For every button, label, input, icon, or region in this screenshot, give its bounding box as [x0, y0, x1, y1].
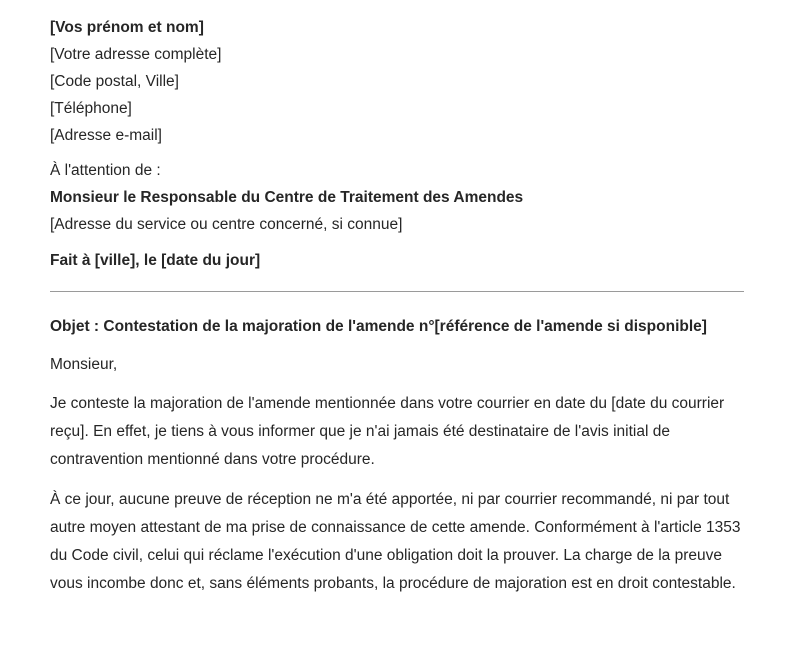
horizontal-divider — [50, 291, 744, 292]
recipient-block — [50, 157, 746, 238]
subject-line: Objet : Contestation de la majoration de l'amende n°[référence de l'amende si disponible] — [50, 318, 707, 335]
body-paragraph-1: Je conteste la majoration de l'amende mentionnée dans votre courrier en date du [date du courrier reçu]. En effet, je tiens à vous informer que je n'ai jamais été destinataire de l'avis initial de contravention mentionné dans votre procédure. — [50, 395, 725, 468]
sender-address: [Votre adresse complète] — [50, 46, 222, 63]
sender-block — [50, 14, 746, 149]
sender-name: [Vos prénom et nom] — [50, 19, 204, 36]
sender-postal-city: [Code postal, Ville] — [50, 73, 179, 90]
date-line: Fait à [ville], le [date du jour] — [50, 252, 261, 269]
recipient-address: [Adresse du service ou centre concerné, si connue] — [50, 216, 403, 233]
recipient-attention: À l'attention de : — [50, 162, 161, 179]
body-paragraph-2: À ce jour, aucune preuve de réception ne m'a été apportée, ni par courrier recommandé, ni par tout autre moyen attestant de ma prise de connaissance de cette amende. Conformément à l'article 1353 du Code civil, celui qui réclame l'exécution d'une obligation doit la prouver. La charge de la preuve vous incombe donc et, sans éléments probants, la procédure de majoration est en droit contestable. — [50, 491, 741, 592]
sender-email: [Adresse e-mail] — [50, 127, 162, 144]
letter-document — [50, 0, 746, 598]
recipient-title: Monsieur le Responsable du Centre de Traitement des Amendes — [50, 189, 524, 206]
salutation: Monsieur, — [50, 356, 118, 373]
sender-phone: [Téléphone] — [50, 100, 132, 117]
